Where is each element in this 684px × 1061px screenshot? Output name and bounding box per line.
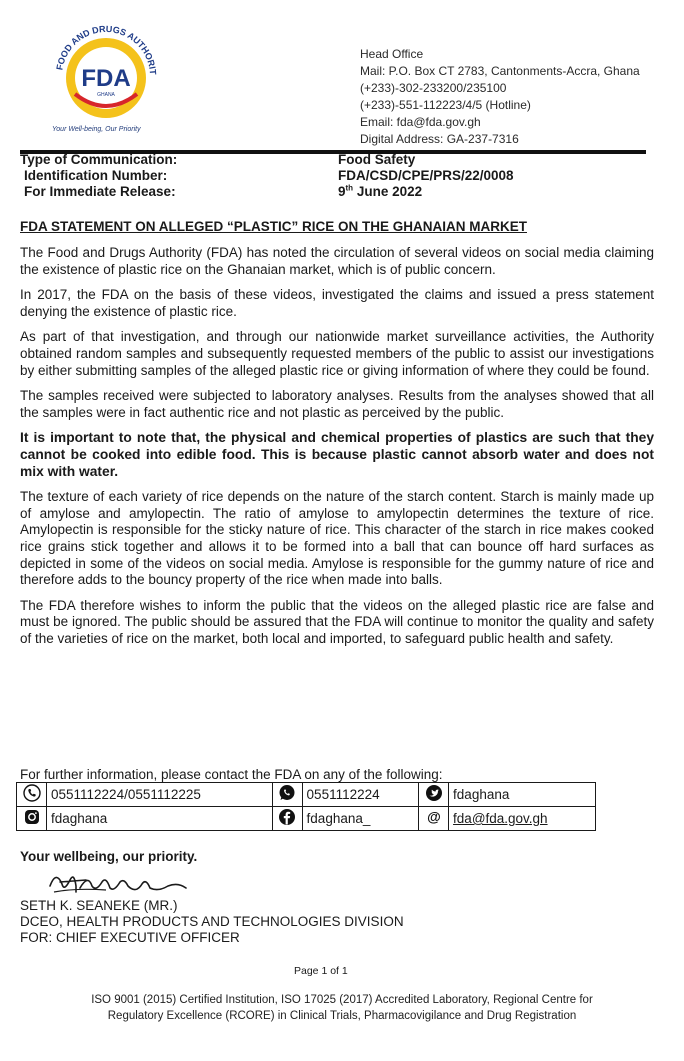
svg-text:@: @ xyxy=(426,808,441,825)
signatory-position: DCEO, HEALTH PRODUCTS AND TECHNOLOGIES DIVISION xyxy=(20,914,404,929)
email-cell xyxy=(419,807,449,831)
release-date xyxy=(338,184,422,200)
phone-icon xyxy=(23,784,41,805)
paragraph-1: The Food and Drugs Authority (FDA) has noted the circulation of several videos on social media claiming the existence of plastic rice on the Ghanaian market, which is of public concern. xyxy=(20,245,654,277)
twitter-cell xyxy=(419,783,449,807)
instagram-cell xyxy=(17,807,47,831)
handwritten-signature-icon xyxy=(46,862,196,902)
footer-line-2: Regulatory Excellence (RCORE) in Clinical Trials, Pharmacovigilance and Drug Registration xyxy=(107,1010,577,1022)
phone-numbers[interactable]: 0551112224/0551112225 xyxy=(47,783,273,807)
head-office-digital-address: Digital Address: GA-237-7316 xyxy=(360,132,519,146)
phone-cell xyxy=(17,783,47,807)
signatory-name: SETH K. SEANEKE (MR.) xyxy=(20,898,178,913)
paragraph-5-emphasis: It is important to note that, the physical and chemical properties of plastics are such that they cannot be cooked into edible food. This is because plastic cannot absorb water and does not mix with water. xyxy=(20,430,654,479)
email-link[interactable]: fda@fda.gov.gh xyxy=(449,807,596,831)
whatsapp-icon xyxy=(278,784,296,805)
whatsapp-number[interactable]: 0551112224 xyxy=(302,783,419,807)
paragraph-6: The texture of each variety of rice depends on the nature of the starch content. Starch is mainly made up of amylose and amylopectin. The ratio of amylose to amylopectin determines the texture of rice. Amylopectin is responsible for the sticky nature of rice. This character of the starch in rice makes cooked rice grains stick together and allows it to be formed into a ball that can bounce off hard surfaces as depicted in some of the videos on social media. Amylose is responsible for the gummy nature of rice and therefore adds to the bouncy property of the rice when made into balls. xyxy=(20,489,654,588)
head-office-title: Head Office xyxy=(360,47,424,61)
paragraph-3: As part of that investigation, and through our nationwide market surveillance activities, the Authority obtained random samples and subsequently requested members of the public to assist our investigations by either submitting samples of the alleged plastic rice or giving information of where they could be found. xyxy=(20,329,654,378)
footer xyxy=(20,992,664,1024)
contact-row xyxy=(17,807,596,831)
release-label: For Immediate Release: xyxy=(24,184,176,199)
communication-meta xyxy=(20,152,650,200)
release-rest: June 2022 xyxy=(353,184,423,199)
at-sign-icon xyxy=(425,808,443,829)
statement-title: FDA STATEMENT ON ALLEGED “PLASTIC” RICE ON THE GHANAIAN MARKET xyxy=(20,219,527,234)
whatsapp-cell xyxy=(272,783,302,807)
paragraph-7: The FDA therefore wishes to inform the public that the videos on the alleged plastic rice are false and must be ignored. The public should be assured that the FDA will continue to monitor the quality and safety of the varieties of rice on the market, both local and imported, to safeguard public health and safety. xyxy=(20,597,654,646)
page-number: Page 1 of 1 xyxy=(294,965,348,977)
head-office-phone: (+233)-302-233200/235100 xyxy=(360,81,507,95)
fda-seal-icon xyxy=(40,14,170,124)
signatory-block xyxy=(20,898,404,946)
logo-abbr: FDA xyxy=(81,65,131,92)
twitter-handle[interactable]: fdaghana xyxy=(449,783,596,807)
release-day: 9 xyxy=(338,184,346,199)
closing-motto: Your wellbeing, our priority. xyxy=(20,849,198,864)
twitter-icon xyxy=(425,784,443,805)
instagram-icon xyxy=(23,808,41,829)
contact-table xyxy=(16,782,596,831)
id-label: Identification Number: xyxy=(24,168,168,183)
instagram-handle[interactable]: fdaghana xyxy=(47,807,273,831)
facebook-icon xyxy=(278,808,296,829)
id-value: FDA/CSD/CPE/PRS/22/0008 xyxy=(338,168,514,183)
footer-line-1: ISO 9001 (2015) Certified Institution, ISO 17025 (2017) Accredited Laboratory, Regional Centre for xyxy=(91,994,593,1006)
logo-ring-text: FOOD AND DRUGS AUTHORIT xyxy=(54,23,159,76)
head-office-block xyxy=(360,46,640,148)
head-office-mail: Mail: P.O. Box CT 2783, Cantonments-Accra, Ghana xyxy=(360,64,640,78)
paragraph-4: The samples received were subjected to laboratory analyses. Results from the analyses showed that all the samples were in fact authentic rice and not plastic as perceived by the public. xyxy=(20,388,654,420)
logo-tagline: Your Well-being, Our Priority xyxy=(52,126,141,133)
type-label: Type of Communication: xyxy=(20,152,178,167)
paragraph-2: In 2017, the FDA on the basis of these videos, investigated the claims and issued a press statement denying the existence of plastic rice. xyxy=(20,287,654,319)
fda-logo xyxy=(40,14,170,134)
signatory-for: FOR: CHIEF EXECUTIVE OFFICER xyxy=(20,930,240,945)
head-office-email: Email: fda@fda.gov.gh xyxy=(360,115,481,129)
logo-country: GHANA xyxy=(97,92,115,98)
facebook-cell xyxy=(272,807,302,831)
facebook-handle[interactable]: fdaghana_ xyxy=(302,807,419,831)
signature xyxy=(46,862,196,902)
contact-intro: For further information, please contact the FDA on any of the following: xyxy=(20,767,443,782)
contact-row xyxy=(17,783,596,807)
statement-body xyxy=(20,245,654,656)
type-value: Food Safety xyxy=(338,152,416,167)
head-office-hotline: (+233)-551-112223/4/5 (Hotline) xyxy=(360,98,531,112)
release-suffix: th xyxy=(345,183,354,193)
